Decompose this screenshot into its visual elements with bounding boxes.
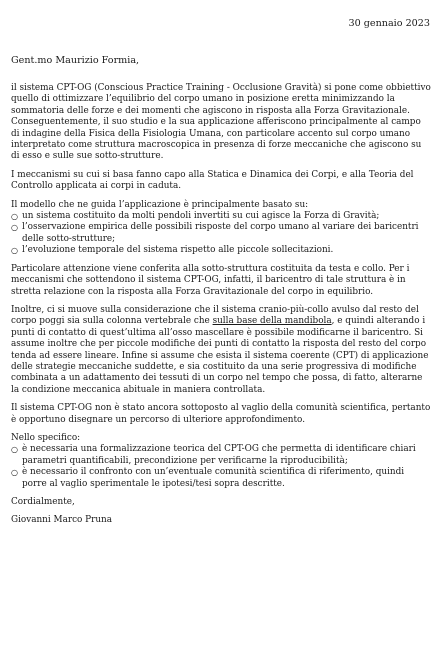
letter-body — [11, 83, 431, 527]
letter-greeting: Gent.mo Maurizio Formia, — [11, 55, 140, 66]
specifics-list-item: ○ è necessario il confronto con un’eventuale comunità scientifica di riferimento, quindi porre al vaglio sperimentale le ipotesi/tesi sopra descritte. — [11, 467, 431, 490]
specifics-list — [11, 444, 431, 490]
assumptions-text-start: Inoltre, ci si muove sulla considerazione che il sistema cranio-più-collo avulso dal resto del corpo poggi sia sulla colonna vertebrale che — [11, 304, 419, 327]
paragraph-specifics: Nello specifico: — [11, 432, 81, 443]
model-list — [11, 211, 431, 257]
paragraph-assumptions — [11, 305, 431, 396]
paragraph-model: Il modello che ne guida l’applicazione è principalmente basato su: — [11, 199, 309, 210]
specifics-list-item: ○ è necessaria una formalizzazione teorica del CPT-OG che permetta di identificare chiari parametri quantificabili, precondizione per verificarne la riproducibilità; — [11, 444, 431, 467]
paragraph-head-neck: Particolare attenzione viene conferita alla sotto-struttura costituita da testa e collo. Per i meccanismi che sottendono il sistema CPT-OG, infatti, il baricentro di tale struttura è in stretta relazione con la risposta alla Forza Gravitazionale del corpo in equilibrio. — [11, 263, 410, 297]
letter-date: 30 gennaio 2023 — [348, 18, 430, 29]
signature: Giovanni Marco Pruna — [11, 515, 113, 526]
underlined-mandible-phrase: sulla base della mandibola — [212, 316, 332, 327]
paragraph-mechanisms: I meccanismi su cui si basa fanno capo alla Statica e Dinamica dei Corpi, e alla Teoria del Controllo applicata ai corpi in caduta. — [11, 169, 414, 192]
closing: Cordialmente, — [11, 497, 75, 507]
model-list-item: ○ l’osservazione empirica delle possibili risposte del corpo umano al variare dei baricentri delle sotto-strutture; — [11, 222, 431, 245]
paragraph-intro: il sistema CPT-OG (Conscious Practice Training - Occlusione Gravità) si pone come obbiettivo quello di ottimizzare l’equilibrio del corpo umano in posizione eretta minimizzando la sommatoria delle forze e dei momenti che agiscono in risposta alla Forza Gravitazionale. Conseguentemente, il suo studio e la sua applicazione afferiscono principalmente al campo di indagine della Fisica della Fisiologia Umana, con particolare accento sul corpo umano interpretato come struttura macroscopica in presenza di forze meccaniche che agiscono su di esso e sulle sue sotto-strutture. — [11, 83, 431, 162]
model-list-item: ○ l’evoluzione temporale del sistema rispetto alle piccole sollecitazioni. — [11, 245, 431, 256]
model-list-item: ○ un sistema costituito da molti pendoli invertiti su cui agisce la Forza di Gravità; — [11, 211, 431, 222]
assumptions-text-end: , e quindi alterando i punti di contatto di quest’ultima all’osso mascellare è possibile modificarne il baricentro. Si assume inoltre che per piccole modifiche dei punti di contatto la risposta del resto del corpo tenda ad essere lineare. Infine si assume che esista il sistema coerente (CPT) di applicazione delle strategie meccaniche suddette, e sia costituito da una serie progressiva di modifiche combinata a un adattamento dei tessuti di un corpo nel tempo che possa, di fatto, alterarne la condizione meccanica abituale in maniera controllata. — [11, 316, 429, 395]
paragraph-status: Il sistema CPT-OG non è stato ancora sottoposto al vaglio della comunità scientifica, pertanto è opportuno disegnare un percorso di ulteriore approfondimento. — [11, 403, 431, 425]
